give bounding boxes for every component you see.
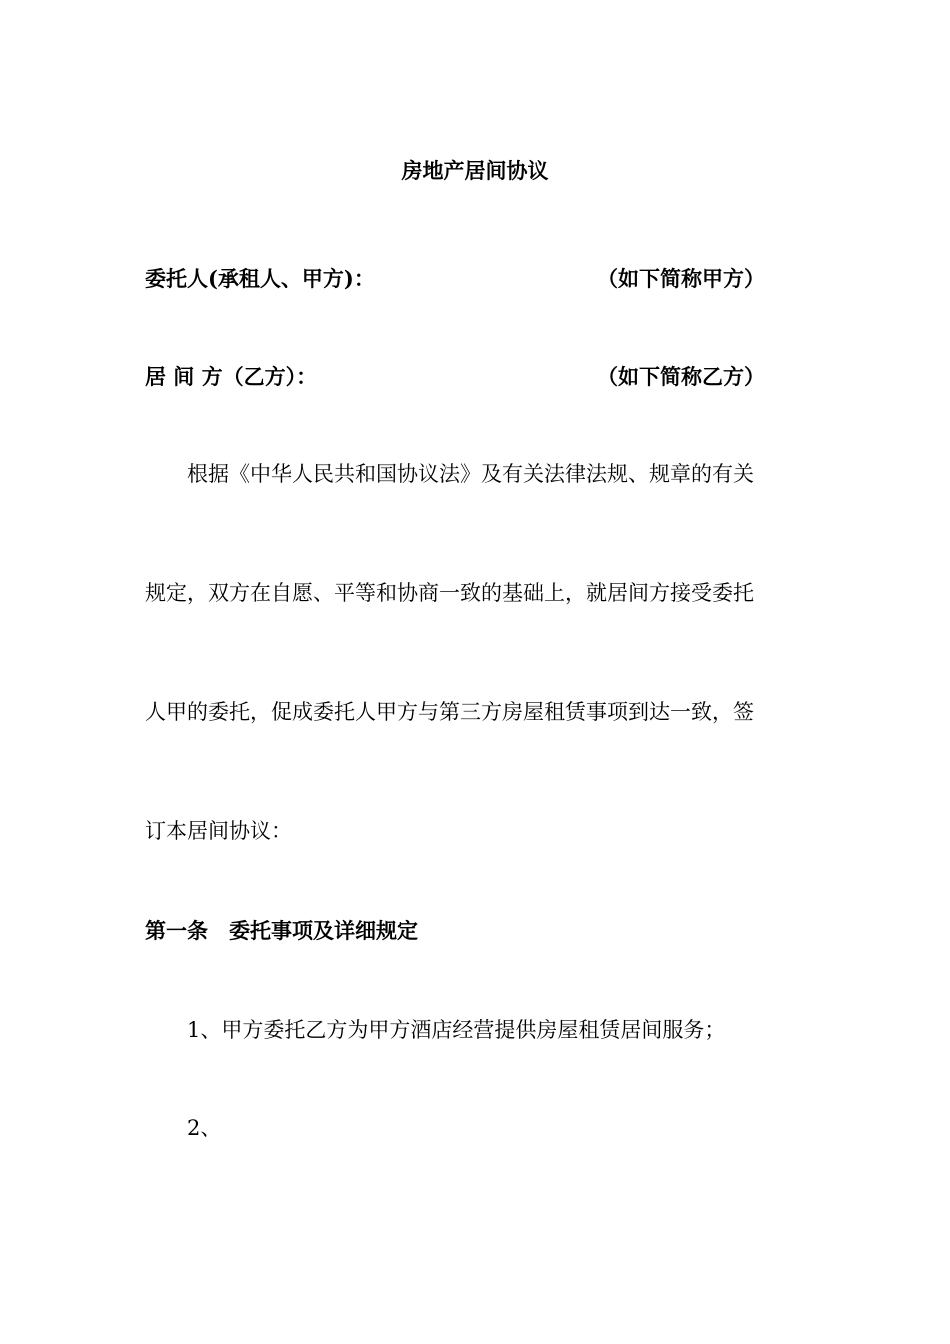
- party-a-note: （如下简称甲方）: [597, 266, 765, 291]
- preamble-line-3: 人甲的委托，促成委托人甲方与第三方房屋租赁事项到达一致，签: [145, 700, 754, 724]
- document-title: 房地产居间协议: [401, 158, 549, 183]
- article-1-item-2: 2、: [187, 1116, 222, 1140]
- party-b-note: （如下简称乙方）: [597, 364, 765, 389]
- preamble-line-2: 规定，双方在自愿、平等和协商一致的基础上，就居间方接受委托: [145, 581, 754, 605]
- article-1-item-1: 1、甲方委托乙方为甲方酒店经营提供房屋租赁居间服务；: [187, 1018, 726, 1042]
- party-b-label: 居 间 方（乙方）：: [145, 364, 318, 389]
- article-1-heading: 第一条 委托事项及详细规定: [145, 918, 418, 943]
- preamble-line-4: 订本居间协议：: [145, 819, 292, 843]
- party-a-label: 委托人(承租人、甲方)：: [145, 266, 375, 291]
- preamble-line-1: 根据《中华人民共和国协议法》及有关法律法规、规章的有关: [187, 462, 754, 486]
